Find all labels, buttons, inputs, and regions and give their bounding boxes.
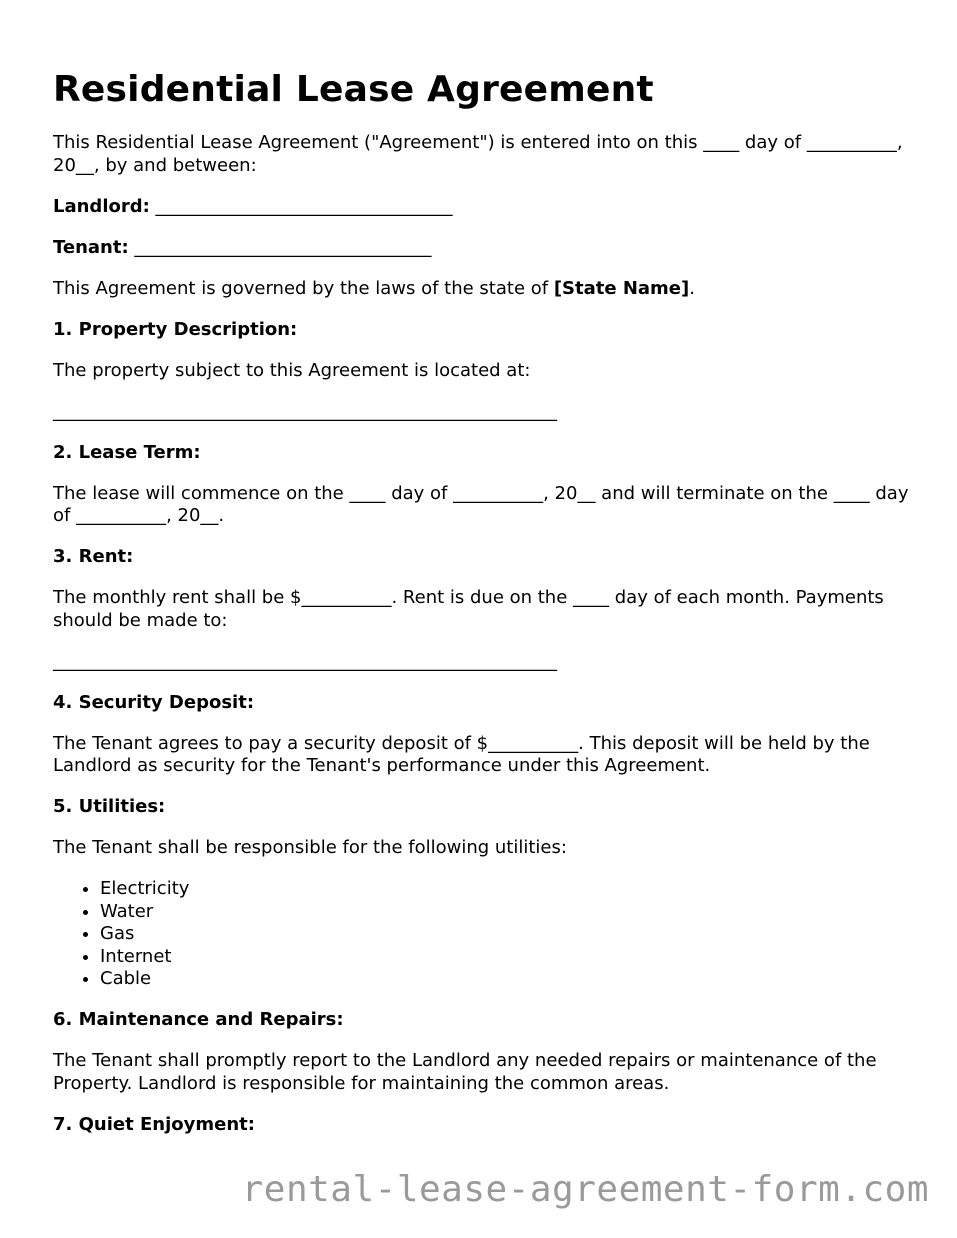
section-heading-quiet-enjoyment: 7. Quiet Enjoyment: — [53, 1113, 255, 1135]
list-item: • Water — [100, 901, 913, 924]
landlord-label: Landlord: — [53, 195, 150, 217]
section-heading-term: 2. Lease Term: — [53, 441, 201, 463]
tenant-line — [53, 237, 913, 260]
tenant-label: Tenant: — [53, 236, 129, 258]
deposit-text: The Tenant agrees to pay a security deposit of $__________. This deposit will be held by the Landlord as security for the Tenant's performance under this Agreement. — [53, 732, 870, 776]
section-heading-rent: 3. Rent: — [53, 546, 134, 567]
page-title: Residential Lease Agreement — [53, 69, 654, 110]
governing-law — [53, 278, 913, 301]
maintenance-text: The Tenant shall promptly report to the Landlord any needed repairs or maintenance of the Property. Landlord is responsible for maintaining the common areas. — [53, 1050, 877, 1094]
list-item: • Cable — [100, 968, 913, 991]
rent-text: The monthly rent shall be $__________. Rent is due on the ____ day of each month. Payments should be made to: — [53, 587, 884, 631]
rent-payee-blank: ________________________________________________________ — [53, 650, 557, 672]
utilities-list — [53, 878, 913, 991]
section-heading-utilities: 5. Utilities: — [53, 796, 166, 817]
governing-text: This Agreement is governed by the laws of the state of — [53, 277, 554, 299]
landlord-blank: _________________________________ — [155, 195, 453, 217]
state-name: [State Name] — [553, 277, 690, 299]
property-text: The property subject to this Agreement is located at: — [53, 359, 531, 381]
list-item: • Electricity — [100, 878, 913, 901]
section-heading-property: 1. Property Description: — [53, 318, 298, 340]
section-heading-deposit: 4. Security Deposit: — [53, 691, 255, 713]
governing-end: . — [689, 277, 695, 299]
document-page — [53, 62, 913, 1155]
watermark: rental-lease-agreement-form.com — [241, 1169, 929, 1210]
property-address-blank: ________________________________________________________ — [53, 400, 557, 422]
list-item: • Internet — [100, 946, 913, 969]
section-heading-maintenance: 6. Maintenance and Repairs: — [53, 1009, 344, 1030]
list-item: • Gas — [100, 923, 913, 946]
intro-paragraph: This Residential Lease Agreement ("Agreement") is entered into on this ____ day of __________, 20__, by and between: — [53, 132, 903, 176]
landlord-line — [53, 196, 913, 219]
utilities-text: The Tenant shall be responsible for the following utilities: — [53, 837, 567, 858]
term-text: The lease will commence on the ____ day of __________, 20__ and will terminate on the ____ day of __________, 20__. — [53, 482, 909, 526]
tenant-blank: _________________________________ — [134, 236, 432, 258]
